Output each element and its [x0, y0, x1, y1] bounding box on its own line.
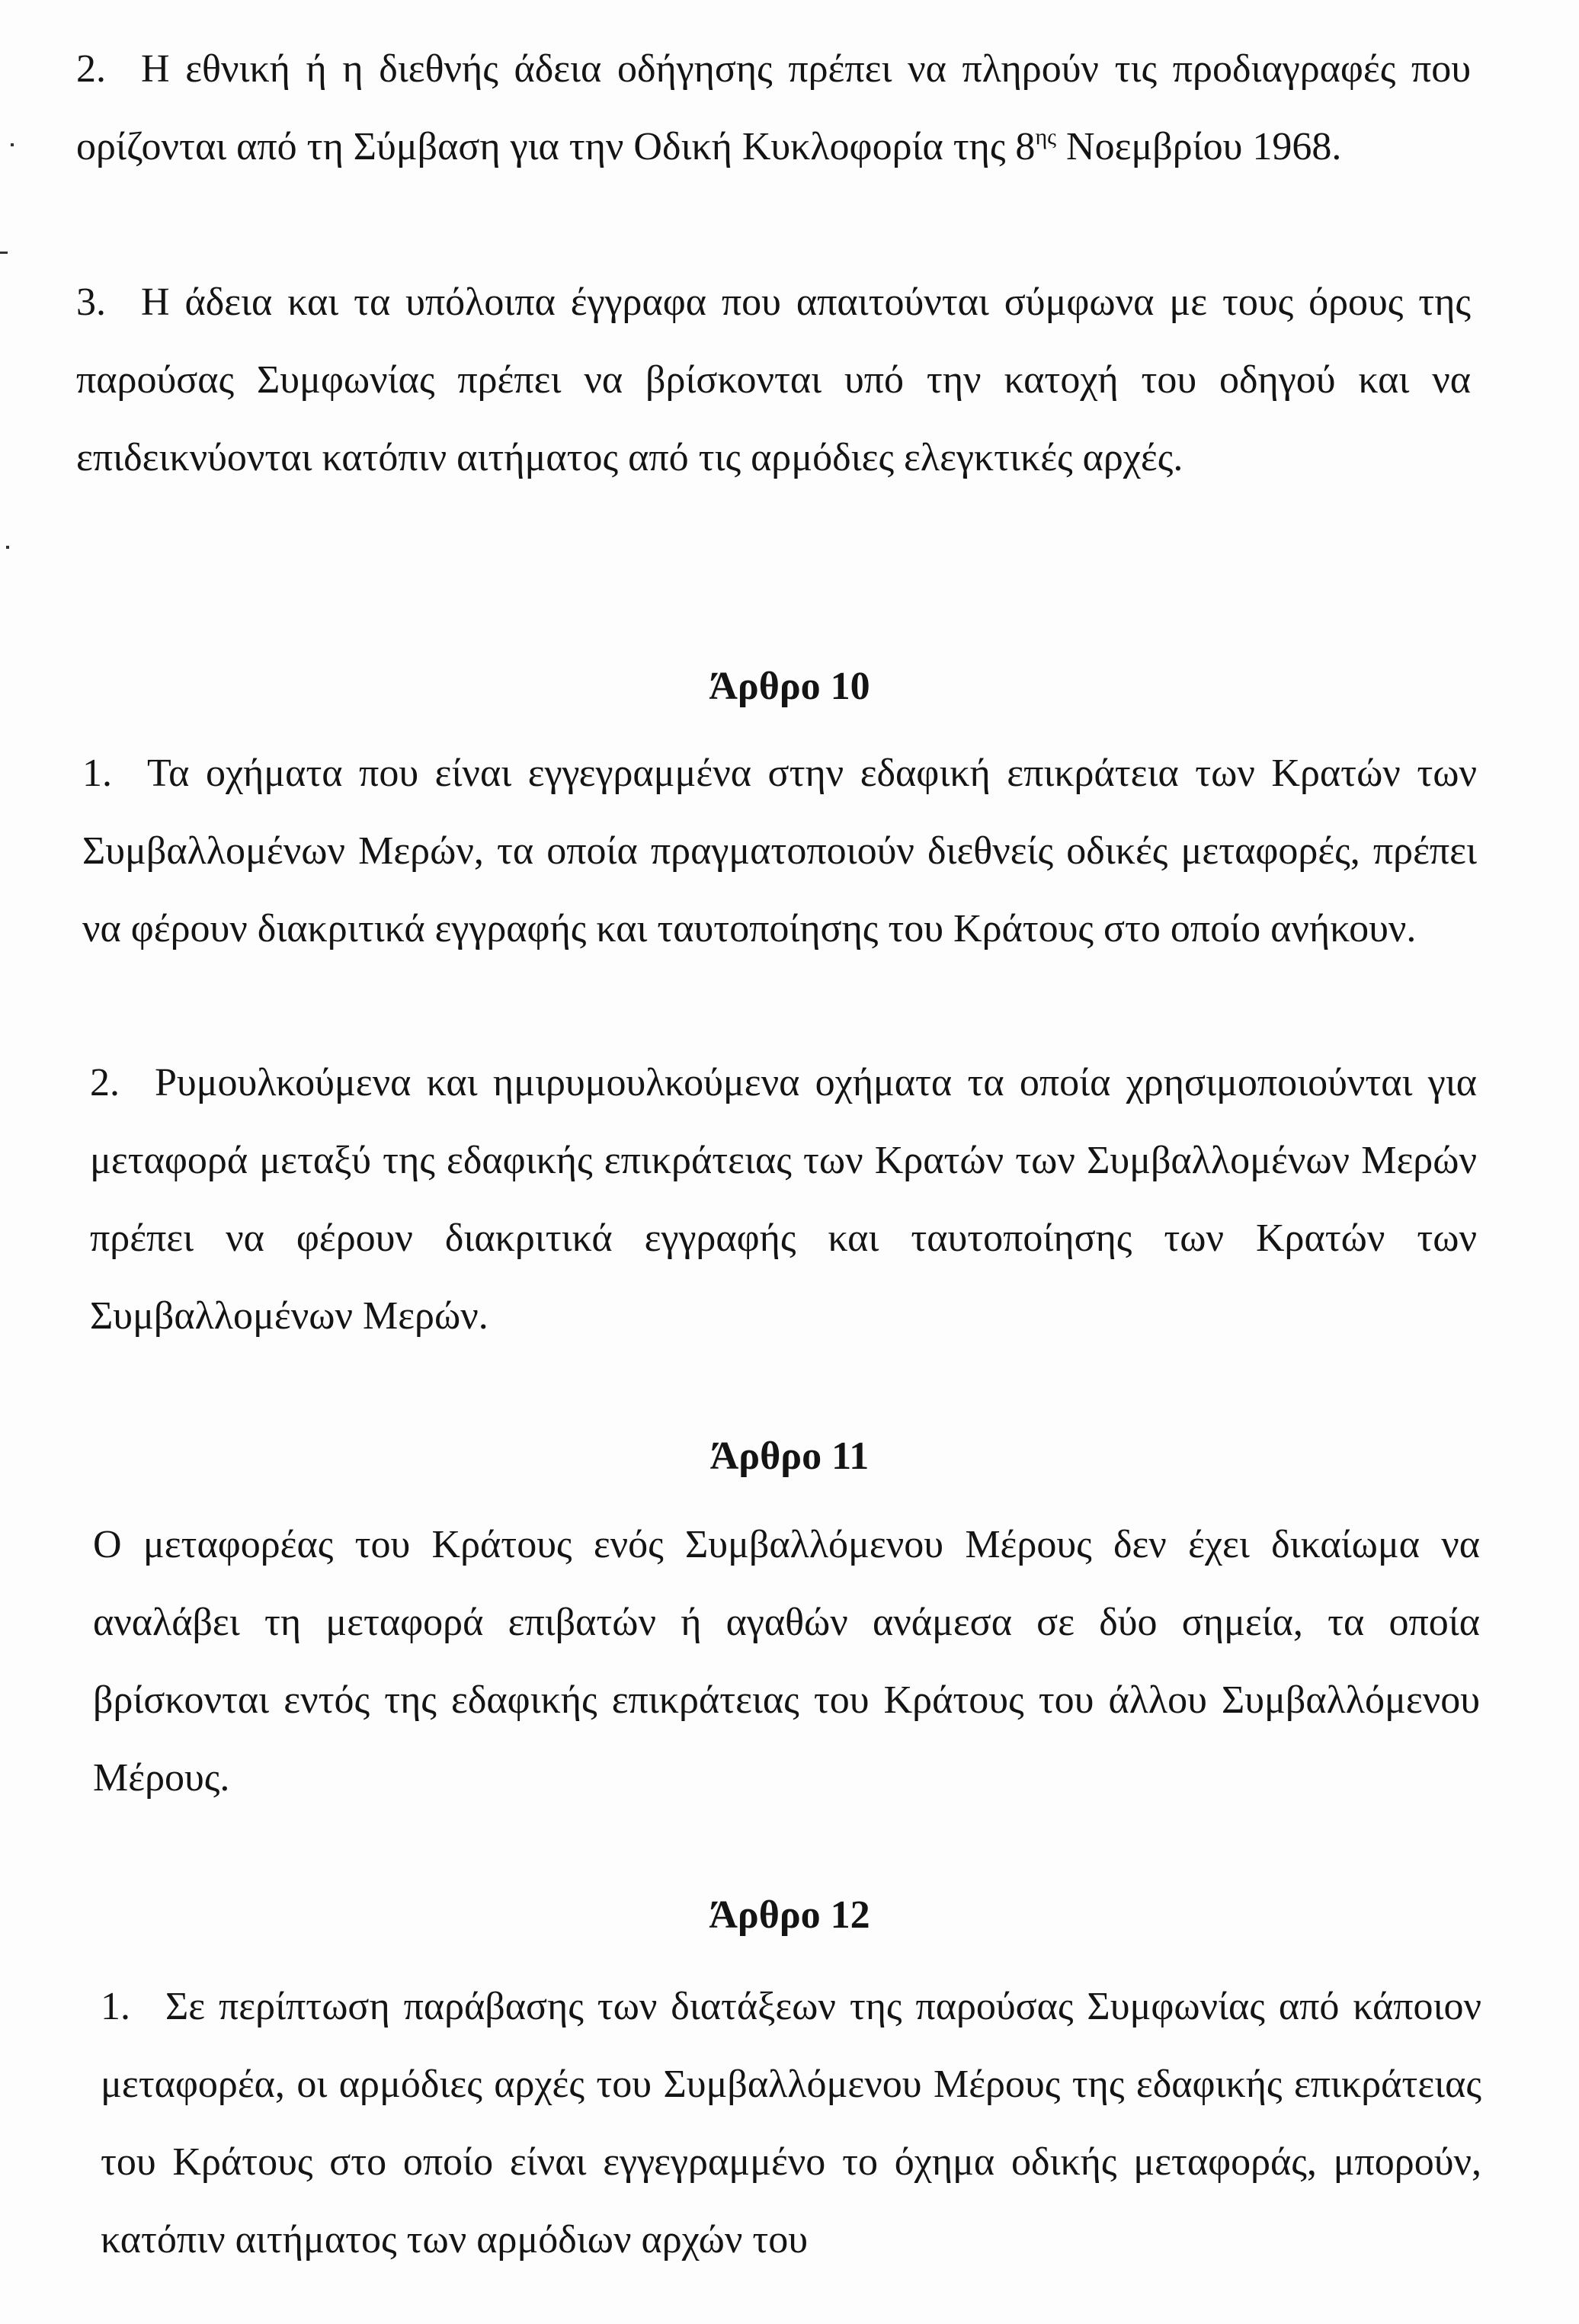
paragraph-number: 1.: [82, 752, 112, 795]
article-9-paragraph-2: [76, 30, 1471, 186]
paragraph-text: Σε περίπτωση παράβασης των διατάξεων της παρούσας Συμφωνίας από κάποιον μεταφορέα, οι αρμόδιες αρχές του Συμβαλλόμενου Μέρους της εδαφικής επικράτειας του Κράτους στο οποίο είναι εγγεγραμμένο το όχημα οδικής μεταφοράς, μπορούν, κατόπιν αιτήματος των αρμόδιων αρχών του: [101, 1985, 1481, 2261]
article-10-heading: Άρθρο 10: [709, 665, 870, 708]
paragraph-number: 3.: [76, 280, 106, 324]
article-10-paragraph-2: [90, 1044, 1477, 1355]
paragraph-text: Ο μεταφορέας του Κράτους ενός Συμβαλλόμενου Μέρους δεν έχει δικαίωμα να αναλάβει τη μεταφορά επιβατών ή αγαθών ανάμεσα σε δύο σημεία, τα οποία βρίσκονται εντός της εδαφικής επικράτειας του Κράτους του άλλου Συμβαλλόμενου Μέρους.: [93, 1523, 1480, 1800]
article-10-paragraph-1: [82, 735, 1477, 968]
paragraph-text: Τα οχήματα που είναι εγγεγραμμένα στην εδαφική επικράτεια των Κρατών των Συμβαλλομένων Μερών, τα οποία πραγματοποιούν διεθνείς οδικές μεταφορές, πρέπει να φέρουν διακριτικά εγγραφής και ταυτοποίησης του Κράτους στο οποίο ανήκουν.: [82, 752, 1477, 950]
paragraph-text: Η άδεια και τα υπόλοιπα έγγραφα που απαιτούνται σύμφωνα με τους όρους της παρούσας Συμφωνίας πρέπει να βρίσκονται υπό την κατοχή του οδηγού και να επιδεικνύονται κατόπιν αιτήματος από τις αρμόδιες ελεγκτικές αρχές.: [76, 280, 1471, 479]
paragraph-tail: Νοεμβρίου 1968.: [1056, 125, 1342, 168]
scan-mark: [11, 143, 14, 146]
scan-mark: [6, 546, 9, 549]
scan-mark: [0, 252, 8, 254]
article-12-paragraph-1: [101, 1968, 1481, 2279]
paragraph-text: Ρυμουλκούμενα και ημιρυμουλκούμενα οχήματα τα οποία χρησιμοποιούνται για μεταφορά μεταξύ της εδαφικής επικράτειας των Κρατών των Συμβαλλομένων Μερών πρέπει να φέρουν διακριτικά εγγραφής και ταυτοποίησης των Κρατών των Συμβαλλομένων Μερών.: [90, 1061, 1477, 1338]
article-11-paragraph: [93, 1506, 1480, 1817]
article-12-heading: Άρθρο 12: [709, 1893, 870, 1937]
paragraph-number: 2.: [90, 1061, 120, 1104]
ordinal-suffix: ης: [1035, 124, 1057, 149]
article-9-paragraph-3: [76, 264, 1471, 497]
paragraph-number: 2.: [76, 47, 106, 91]
paragraph-number: 1.: [101, 1985, 130, 2028]
paragraph-text: Η εθνική ή η διεθνής άδεια οδήγησης πρέπει να πληρούν τις προδιαγραφές που ορίζονται από τη Σύμβαση για την Οδική Κυκλοφορία της 8: [76, 47, 1471, 168]
article-11-heading: Άρθρο 11: [709, 1434, 870, 1478]
